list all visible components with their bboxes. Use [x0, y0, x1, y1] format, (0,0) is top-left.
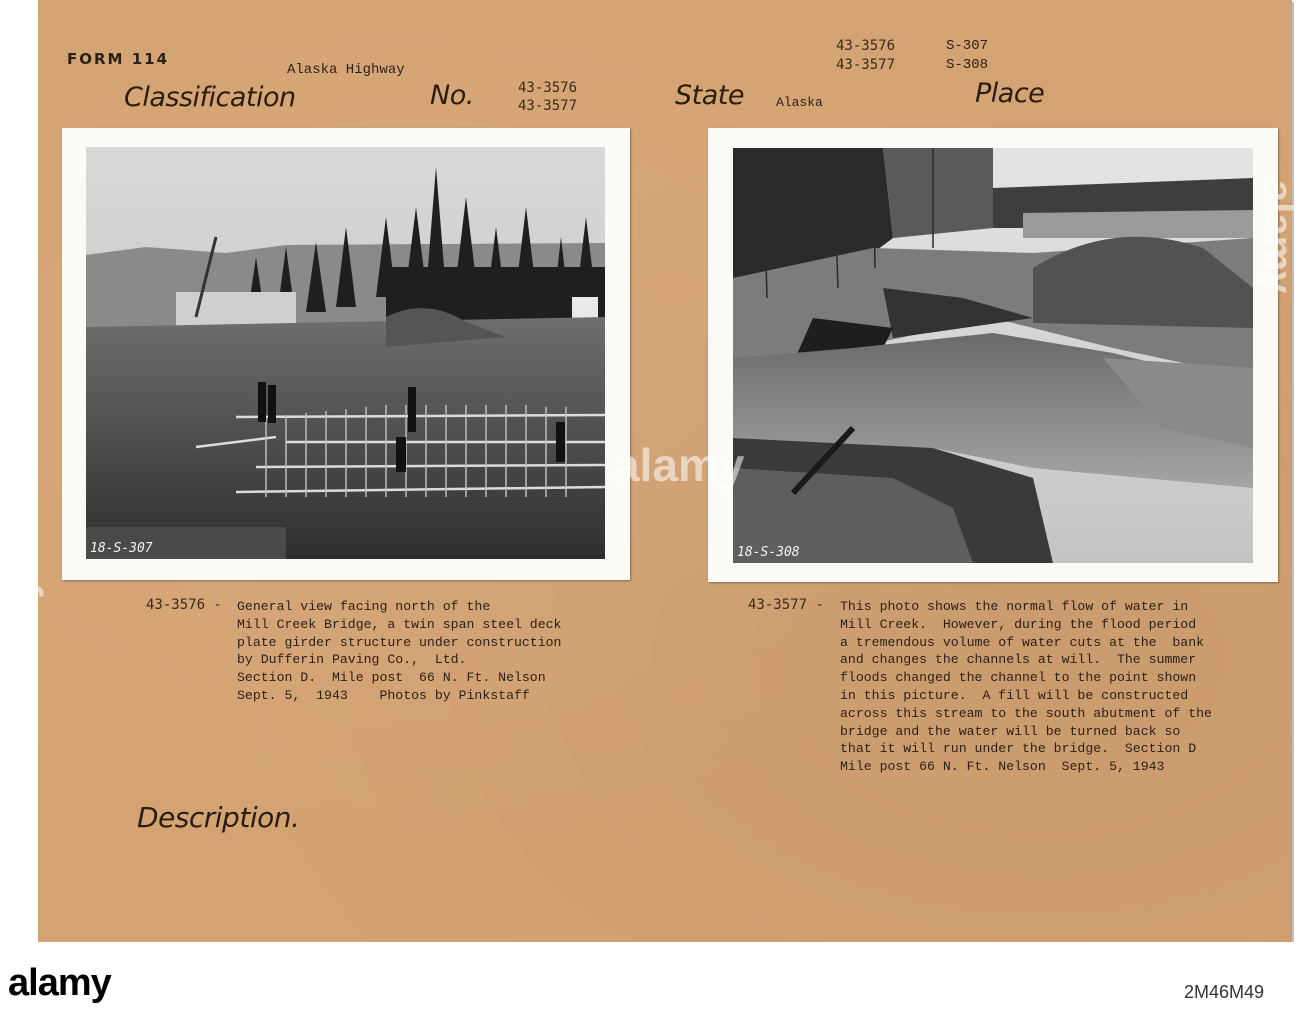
- state-value: Alaska: [776, 95, 823, 110]
- place-no-2: 43-3577: [836, 57, 896, 73]
- caption-2-line: a tremendous volume of water cuts at the bank: [840, 634, 1205, 650]
- form-number: FORM 114: [67, 50, 170, 68]
- film-label-1: 18-S-307: [90, 541, 153, 556]
- classification-value: Alaska Highway: [287, 62, 405, 78]
- mill-creek-photo: [733, 148, 1253, 563]
- state-heading: State: [675, 80, 744, 111]
- image-id: 2M46M49: [1183, 982, 1264, 1002]
- caption-2-line: in this picture. A fill will be constructed: [840, 687, 1189, 703]
- bridge-construction-photo: [86, 147, 605, 559]
- description-heading: Description.: [137, 801, 300, 834]
- place-heading: Place: [975, 78, 1045, 109]
- place-code-1: S-307: [946, 38, 989, 54]
- classification-heading: Classification: [124, 82, 296, 113]
- place-code-2: S-308: [946, 57, 989, 73]
- caption-1-line: Sept. 5, 1943 Photos by Pinkstaff: [237, 687, 530, 703]
- alamy-logo: alamy: [8, 962, 111, 1004]
- caption-1-line: Mill Creek Bridge, a twin span steel deck: [237, 616, 562, 632]
- no-heading: No.: [430, 80, 474, 111]
- caption-id-1: 43-3576 -: [146, 597, 222, 613]
- caption-2-line: that it will run under the bridge. Section D: [840, 741, 1197, 757]
- caption-2-line: and changes the channels at will. The summer: [840, 652, 1197, 668]
- no-value-2: 43-3577: [518, 98, 578, 114]
- caption-1: [237, 598, 561, 705]
- caption-id-2: 43-3577 -: [748, 597, 824, 613]
- caption-1-line: plate girder structure under construction: [237, 634, 562, 650]
- caption-2-line: floods changed the channel to the point shown: [840, 670, 1197, 686]
- no-value-1: 43-3576: [518, 80, 578, 96]
- watermark-right: alamy: [1256, 180, 1300, 294]
- caption-2-line: This photo shows the normal flow of water in: [840, 599, 1189, 614]
- watermark-center: alamy: [614, 439, 745, 491]
- caption-2-line: Mill Creek. However, during the flood period: [840, 616, 1197, 632]
- caption-1-line: General view facing north of the: [237, 599, 491, 614]
- caption-2-line: across this stream to the south abutment of the: [840, 705, 1212, 721]
- caption-2-line: Mile post 66 N. Ft. Nelson Sept. 5, 1943: [840, 759, 1165, 775]
- caption-2: [840, 598, 1212, 776]
- caption-2-line: bridge and the water will be turned back so: [840, 723, 1181, 739]
- film-label-2: 18-S-308: [737, 545, 800, 560]
- caption-1-line: by Dufferin Paving Co., Ltd.: [237, 652, 467, 668]
- stock-footer: [0, 942, 1300, 1034]
- watermark-left: alamy: [0, 576, 44, 690]
- caption-1-line: Section D. Mile post 66 N. Ft. Nelson: [237, 670, 546, 686]
- place-no-1: 43-3576: [836, 38, 896, 54]
